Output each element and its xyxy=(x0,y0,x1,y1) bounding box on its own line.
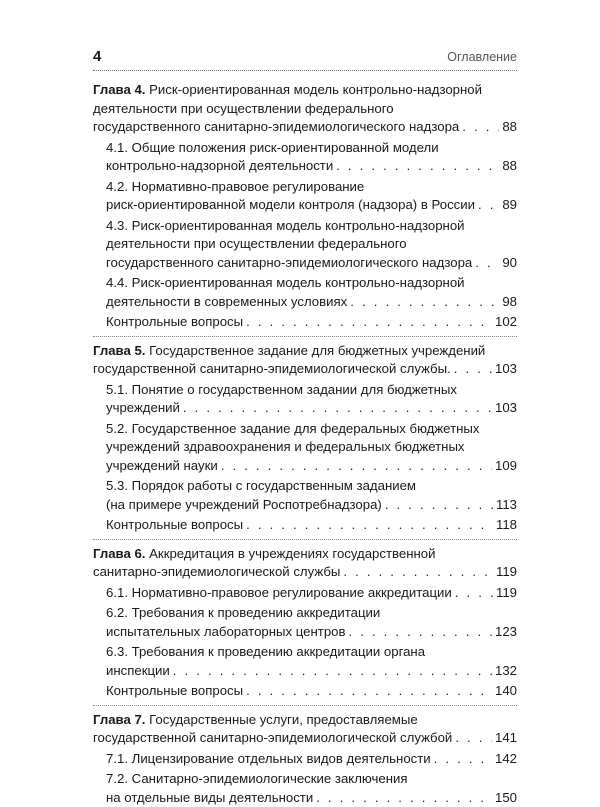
toc-entry-title: учреждений здравоохранения и федеральных бюджетных xyxy=(106,439,465,454)
running-title: Оглавление xyxy=(447,50,517,64)
page-header xyxy=(93,50,517,71)
toc-entry-title: 5.3. Порядок работы с государственным заданием xyxy=(106,478,416,493)
toc-section-entry[interactable] xyxy=(93,420,517,476)
toc-entry-title: государственного санитарно-эпидемиологического надзора xyxy=(106,255,472,270)
toc-section-entry[interactable] xyxy=(93,604,517,641)
dot-leader xyxy=(221,457,492,476)
toc-entry-text xyxy=(106,644,425,659)
toc-entry-title: 7.2. Санитарно-эпидемиологические заключения xyxy=(106,771,408,786)
toc-entry-text xyxy=(93,343,485,358)
dot-leader xyxy=(316,789,492,807)
toc-entry-text xyxy=(106,236,407,251)
toc-entry-line xyxy=(106,750,517,769)
dot-leader xyxy=(246,313,492,332)
toc-entry-text xyxy=(106,382,457,397)
chapter-separator xyxy=(93,705,517,706)
toc-entry-title: 4.2. Нормативно-правовое регулирование xyxy=(106,179,364,194)
toc-entry-text xyxy=(106,293,347,312)
toc-entry-title: Контрольные вопросы xyxy=(106,683,243,698)
toc-entry-text xyxy=(106,439,465,454)
toc-entry-text xyxy=(106,750,431,769)
toc-entry-title: Государственное задание для бюджетных учреждений xyxy=(149,343,485,358)
toc-entry-line xyxy=(93,342,517,361)
toc-entry-text xyxy=(106,605,380,620)
toc-entry-text xyxy=(106,179,364,194)
toc-entry-title: 6.2. Требования к проведению аккредитации xyxy=(106,605,380,620)
toc-page-number: 88 xyxy=(502,118,517,137)
toc-entry-line xyxy=(106,420,517,439)
toc-chapter-entry[interactable] xyxy=(93,545,517,582)
toc-entry-title: инспекции xyxy=(106,663,170,678)
toc-chapter-entry[interactable] xyxy=(93,81,517,137)
toc-page-number: 132 xyxy=(495,662,517,681)
toc-entry-text xyxy=(93,729,452,748)
dot-leader xyxy=(183,399,492,418)
chapter-label: Глава 5. xyxy=(93,343,145,358)
toc-section-entry[interactable] xyxy=(93,770,517,807)
toc-entry-text xyxy=(93,360,451,379)
toc-page-number: 88 xyxy=(502,157,517,176)
toc-entry-text xyxy=(93,546,435,561)
toc-section-entry[interactable] xyxy=(93,750,517,769)
toc-page-number: 119 xyxy=(496,563,517,582)
chapter-separator xyxy=(93,336,517,337)
toc-entry-text xyxy=(106,682,243,701)
chapter-label: Глава 6. xyxy=(93,546,145,561)
toc-entry-line xyxy=(106,516,517,535)
toc-section-entry[interactable] xyxy=(93,516,517,535)
toc-entry-line xyxy=(106,139,517,158)
chapter-separator xyxy=(93,539,517,540)
toc-entry-text xyxy=(106,399,180,418)
toc-entry-line xyxy=(106,643,517,662)
toc-entry-title: контрольно-надзорной деятельности xyxy=(106,158,333,173)
toc-entry-line xyxy=(106,789,517,807)
toc-page-number: 150 xyxy=(495,789,517,807)
toc-entry-line xyxy=(106,682,517,701)
toc-section-entry[interactable] xyxy=(93,477,517,514)
table-of-contents xyxy=(93,81,517,807)
toc-entry-text xyxy=(106,421,479,436)
toc-entry-line xyxy=(93,729,517,748)
toc-entry-title: Аккредитация в учреждениях государственной xyxy=(149,546,435,561)
toc-entry-title: испытательных лабораторных центров xyxy=(106,624,346,639)
toc-page-number: 103 xyxy=(495,360,517,379)
toc-entry-title: 6.3. Требования к проведению аккредитации органа xyxy=(106,644,425,659)
toc-page-number: 89 xyxy=(502,196,517,215)
toc-entry-line xyxy=(106,584,517,603)
toc-entry-text xyxy=(106,771,408,786)
dot-leader xyxy=(173,662,492,681)
toc-entry-line xyxy=(106,662,517,681)
toc-page-number: 102 xyxy=(495,313,517,332)
toc-entry-title: учреждений науки xyxy=(106,458,218,473)
toc-page-number: 118 xyxy=(496,516,517,535)
toc-entry-text xyxy=(93,563,340,582)
toc-entry-line xyxy=(106,496,517,515)
toc-section-entry[interactable] xyxy=(93,682,517,701)
toc-entry-title: Риск-ориентированная модель контрольно-надзорной xyxy=(149,82,482,97)
toc-page-number: 109 xyxy=(495,457,517,476)
toc-page-number: 113 xyxy=(496,496,517,515)
toc-entry-text xyxy=(106,275,465,290)
toc-entry-line xyxy=(106,196,517,215)
dot-leader xyxy=(350,293,499,312)
toc-entry-line xyxy=(106,770,517,789)
toc-section-entry[interactable] xyxy=(93,313,517,332)
toc-entry-title: санитарно-эпидемиологической службы xyxy=(93,564,340,579)
toc-entry-line xyxy=(106,399,517,418)
dot-leader xyxy=(454,360,492,379)
toc-page-number: 123 xyxy=(495,623,517,642)
toc-entry-text xyxy=(93,712,418,727)
dot-leader xyxy=(455,729,492,748)
toc-entry-line xyxy=(106,254,517,273)
toc-entry-title: Государственные услуги, предоставляемые xyxy=(149,712,418,727)
toc-entry-title: 4.3. Риск-ориентированная модель контрольно-надзорной xyxy=(106,218,465,233)
toc-entry-text xyxy=(106,789,313,807)
toc-entry-text xyxy=(106,584,452,603)
toc-entry-title: 4.4. Риск-ориентированная модель контрольно-надзорной xyxy=(106,275,465,290)
toc-entry-line xyxy=(93,100,517,119)
toc-entry-text xyxy=(106,496,382,515)
toc-entry-line xyxy=(106,477,517,496)
toc-page-number: 142 xyxy=(495,750,517,769)
toc-entry-line xyxy=(106,604,517,623)
dot-leader xyxy=(336,157,499,176)
toc-chapter-entry[interactable] xyxy=(93,711,517,748)
toc-entry-title: 5.2. Государственное задание для федеральных бюджетных xyxy=(106,421,479,436)
toc-section-entry[interactable] xyxy=(93,139,517,176)
toc-entry-title: деятельности в современных условиях xyxy=(106,294,347,309)
toc-entry-line xyxy=(106,438,517,457)
toc-entry-title: государственного санитарно-эпидемиологического надзора xyxy=(93,119,459,134)
toc-page-number: 98 xyxy=(502,293,517,312)
toc-entry-line xyxy=(106,217,517,236)
chapter-label: Глава 4. xyxy=(93,82,145,97)
toc-entry-text xyxy=(106,623,346,642)
toc-entry-title: риск-ориентированной модели контроля (надзора) в России xyxy=(106,197,475,212)
toc-entry-line xyxy=(106,293,517,312)
toc-entry-text xyxy=(106,313,243,332)
toc-section-entry[interactable] xyxy=(93,217,517,273)
toc-section-entry[interactable] xyxy=(93,381,517,418)
dot-leader xyxy=(385,496,493,515)
toc-entry-title: деятельности при осуществлении федерального xyxy=(93,101,394,116)
toc-entry-text xyxy=(106,218,465,233)
dot-leader xyxy=(246,682,492,701)
toc-entry-text xyxy=(93,101,394,116)
toc-page-number: 90 xyxy=(502,254,517,273)
toc-entry-title: деятельности при осуществлении федерального xyxy=(106,236,407,251)
toc-page-number: 103 xyxy=(495,399,517,418)
page-number: 4 xyxy=(93,48,101,65)
toc-section-entry[interactable] xyxy=(93,274,517,311)
toc-entry-title: 4.1. Общие положения риск-ориентированной модели xyxy=(106,140,439,155)
dot-leader xyxy=(475,254,499,273)
toc-page-number: 140 xyxy=(495,682,517,701)
dot-leader xyxy=(455,584,493,603)
toc-entry-text xyxy=(93,82,482,97)
toc-entry-line xyxy=(106,274,517,293)
toc-entry-title: 6.1. Нормативно-правовое регулирование аккредитации xyxy=(106,585,452,600)
toc-entry-title: Контрольные вопросы xyxy=(106,314,243,329)
chapter-label: Глава 7. xyxy=(93,712,145,727)
toc-entry-title: Контрольные вопросы xyxy=(106,517,243,532)
toc-entry-line xyxy=(93,118,517,137)
toc-section-entry[interactable] xyxy=(93,584,517,603)
toc-entry-title: (на примере учреждений Роспотребнадзора) xyxy=(106,497,382,512)
toc-entry-line xyxy=(106,157,517,176)
toc-entry-line xyxy=(106,457,517,476)
toc-entry-line xyxy=(93,81,517,100)
toc-page-number: 141 xyxy=(495,729,517,748)
toc-entry-title: 7.1. Лицензирование отдельных видов деятельности xyxy=(106,751,431,766)
dot-leader xyxy=(478,196,499,215)
toc-entry-title: 5.1. Понятие о государственном задании для бюджетных xyxy=(106,382,457,397)
toc-entry-text xyxy=(106,157,333,176)
toc-entry-title: государственной санитарно-эпидемиологической службы. xyxy=(93,361,451,376)
toc-entry-line xyxy=(93,545,517,564)
toc-entry-line xyxy=(106,381,517,400)
dot-leader xyxy=(462,118,499,137)
toc-entry-line xyxy=(106,178,517,197)
toc-entry-line xyxy=(106,623,517,642)
toc-entry-text xyxy=(106,478,416,493)
toc-section-entry[interactable] xyxy=(93,178,517,215)
toc-entry-title: на отдельные виды деятельности xyxy=(106,790,313,805)
toc-entry-line xyxy=(106,313,517,332)
toc-entry-text xyxy=(106,516,243,535)
toc-entry-text xyxy=(106,140,439,155)
toc-entry-line xyxy=(93,711,517,730)
toc-entry-text xyxy=(106,196,475,215)
dot-leader xyxy=(246,516,493,535)
toc-entry-text xyxy=(106,254,472,273)
toc-entry-title: государственной санитарно-эпидемиологической службой xyxy=(93,730,452,745)
dot-leader xyxy=(349,623,492,642)
dot-leader xyxy=(343,563,493,582)
toc-section-entry[interactable] xyxy=(93,643,517,680)
toc-chapter-entry[interactable] xyxy=(93,342,517,379)
toc-entry-title: учреждений xyxy=(106,400,180,415)
toc-page-number: 119 xyxy=(496,584,517,603)
toc-entry-text xyxy=(93,118,459,137)
toc-entry-line xyxy=(93,360,517,379)
toc-entry-line xyxy=(106,235,517,254)
toc-entry-line xyxy=(93,563,517,582)
dot-leader xyxy=(434,750,492,769)
toc-entry-text xyxy=(106,662,170,681)
toc-entry-text xyxy=(106,457,218,476)
